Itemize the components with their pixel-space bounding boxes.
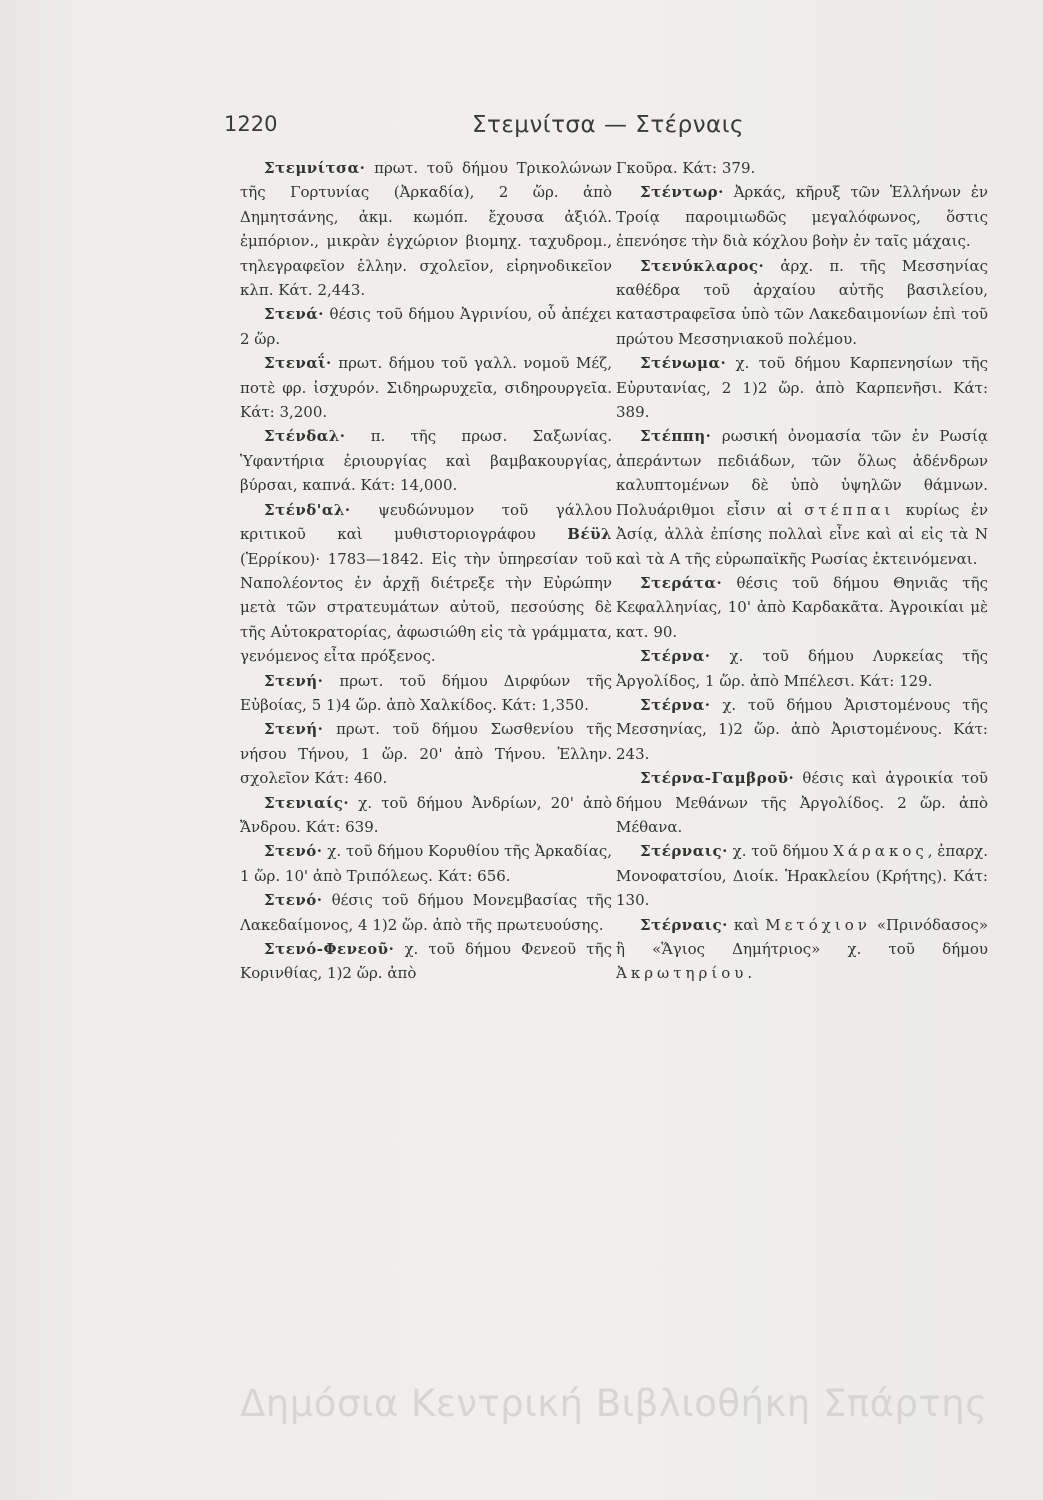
dictionary-entry [616,913,988,986]
entry-headword: Στέρνα-Γαμβροῦ· [640,769,795,788]
entry-text: ἀρχ. π. τῆς Μεσσηνίας καθέδρα τοῦ ἀρχαίου αὐτῆς βασιλείου, καταστραφεῖσα ὑπὸ τῶν Λακεδαιμονίων ἐπὶ τοῦ πρώτου Μεσσηνιακοῦ πολέμου. [616,256,988,348]
entry-text: θέσις τοῦ δήμου Ἀγρινίου, οὗ ἀπέχει 2 ὥρ. [240,305,612,348]
dictionary-entry [240,424,612,497]
entry-headword: Στέρναις· [640,915,728,934]
entry-headword: Στεναΐ· [264,354,332,373]
dictionary-entry [240,302,612,351]
entry-headword: Στέππη· [640,427,712,446]
entry-text: χ. τοῦ δήμου Λυρκείας τῆς Ἀργολίδος, 1 ὥρ. ἀπὸ Μπέλεσι. Κάτ: 129. [616,647,988,690]
dictionary-entry [616,693,988,766]
entry-headword: Στενά· [264,305,324,324]
entry-text: πρωτ. δήμου τοῦ γαλλ. νομοῦ Μέζ, ποτὲ φρ. ἰσχυρόν. Σιδηρωρυχεῖα, σιδηρουργεῖα. Κάτ: 3,200. [240,354,612,422]
dictionary-entry [240,839,612,888]
entry-text: πρωτ. τοῦ δήμου Τρικολώνων τῆς Γορτυνίας (Ἀρκαδία), 2 ὥρ. ἀπὸ Δημητσάνης, ἀκμ. κωμόπ. ἔχουσα ἀξιόλ. ἐμπόριον., μικρὰν ἐγχώριον βιομηχ. ταχυδρομ., τηλεγραφεῖον ἑλλην. σχολεῖον, εἰρηνοδικεῖον κλπ. Κάτ. 2,443. [240,159,612,300]
dictionary-entry [616,644,988,693]
entry-headword: Στεμνίτσα· [264,159,366,177]
entry-text: καὶ [727,915,760,934]
page-header [224,112,784,152]
entry-text: χ. τοῦ δήμου Φενεοῦ τῆς Κορινθίας, 1)2 ὥρ. ἀπὸ [240,940,612,983]
entry-headword: Στενή· [264,720,324,739]
dictionary-entry [240,717,612,790]
entry-text: χ. τοῦ δήμου Ἀριστομένους τῆς Μεσσηνίας, 1)2 ὥρ. ἀπὸ Ἀριστομένους. Κάτ: 243. [616,695,988,763]
dictionary-entry [240,498,612,669]
entry-text: Ἀρκάς, κῆρυξ τῶν Ἑλλήνων ἐν Τροίᾳ παροιμιωδῶς μεγαλόφωνος, ὅστις ἐπενόησε τὴν διὰ κόχλου βοὴν ἐν ταῖς μάχαις. [616,183,988,251]
entry-text: θέσις καὶ ἀγροικία τοῦ δήμου Μεθάνων τῆς Ἀργολίδος. 2 ὥρ. ἀπὸ Μέθανα. [616,769,988,836]
entry-headword: Στέρνα· [640,647,711,666]
entry-text: π. τῆς πρωσ. Σαξωνίας. Ὑφαντήρια ἐριουργίας καὶ βαμβακουργίας, βύρσαι, καπνά. Κάτ: 14,000. [240,427,612,495]
entry-headword: Στέρναις· [640,842,728,861]
dictionary-entry [240,791,612,840]
dictionary-entry [616,571,988,644]
entry-headword: Στενό-Φενεοῦ· [264,940,395,958]
dictionary-entry [240,351,612,424]
entry-spaced-word: Ἀκρωτηρίου [616,964,748,983]
dictionary-entry [616,839,988,912]
dictionary-entry [616,766,988,839]
entry-headword: Στένωμα· [640,354,727,373]
entry-text: πρωτ. τοῦ δήμου Διρφύων τῆς Εὐβοίας, 5 1)4 ὥρ. ἀπὸ Χαλκίδος. Κάτ: 1,350. [240,671,612,714]
entry-text: χ. τοῦ δήμου Ἀνδρίων, 20' ἀπὸ Ἄνδρου. Κάτ: 639. [240,793,612,836]
dictionary-entry [616,424,988,570]
entry-text: ρωσική ὀνομασία τῶν ἐν Ρωσίᾳ ἀπεράντων πεδιάδων, τῶν ὅλως ἀδένδρων καλυπτομένων δὲ ὑπὸ ὑψηλῶν θάμνων. Πολυάριθμοι εἶσιν αἱ [616,427,988,519]
page-number: 1220 [224,112,278,136]
dictionary-entry [240,669,612,718]
entry-text-rest: . [747,964,753,983]
entry-text-rest: «Πρινόδασος» ἢ «Ἅγιος Δημήτριος» χ. τοῦ δήμου [616,915,988,958]
entry-spaced-word: Χάρακος [833,842,928,861]
entry-headword: Στενό· [264,891,323,910]
entry-text-rest: κυρίως ἐν Ἀσίᾳ, ἀλλὰ ἐπίσης πολλαὶ εἶνε καὶ αἱ εἰς τὰ Ν καὶ τὰ Α τῆς εὐρωπαϊκῆς Ρωσίας ἐκτεινόμεναι. [616,500,988,568]
dictionary-entry [240,888,612,937]
library-watermark: Δημόσια Κεντρική Βιβλιοθήκη Σπάρτης [240,1382,988,1425]
entry-text-rest: (Ἑρρίκου)· 1783—1842. Εἰς τὴν ὑπηρεσίαν τοῦ Ναπολέοντος ἐν ἀρχῇ διέτρεξε τὴν Εὐρώπην μετὰ τῶν στρατευμάτων αὐτοῦ, πεσούσης δὲ τῆς Αὐτοκρατορίας, ἀφωσιώθη εἰς τὰ γράμματα, γενόμενος εἶτα πρόξενος. [240,549,612,666]
entry-headword: Στέρνα· [640,695,711,714]
entry-text: ψευδώνυμον τοῦ γάλλου κριτικοῦ καὶ μυθιστοριογράφου [240,500,612,544]
entry-text-rest: , ἐπαρχ. Μονοφατσίου, Διοίκ. Ἡρακλείου (Κρήτης). Κάτ: 130. [616,842,989,910]
entry-text: χ. τοῦ δήμου Κορυθίου τῆς Ἀρκαδίας, 1 ὥρ. 10' ἀπὸ Τριπόλεως. Κάτ: 656. [240,842,612,885]
running-title: Στεμνίτσα — Στέρναις [472,112,744,138]
entry-headword: Στένδ'αλ· [264,500,351,519]
entry-text: πρωτ. τοῦ δήμου Σωσθενίου τῆς νήσου Τήνου, 1 ὥρ. 20' ἀπὸ Τήνου. Ἑλλην. σχολεῖον Κάτ: 460. [240,720,612,788]
entry-text: χ. τοῦ δήμου [727,842,829,861]
left-column [240,156,612,986]
dictionary-entry [616,180,988,253]
dictionary-entry [616,254,988,352]
entry-headword: Στενό· [264,842,323,861]
dictionary-entry [240,937,612,986]
right-column [616,156,988,986]
entry-text: θέσις τοῦ δήμου Μονεμβασίας τῆς Λακεδαίμονος, 4 1)2 ὥρ. ἀπὸ τῆς πρωτευούσης. [240,891,612,934]
entry-continuation: Γκοῦρα. Κάτ: 379. [616,159,756,177]
entry-headword: Στενή· [264,671,324,690]
entry-spaced-word: στέππαι [804,500,895,519]
dictionary-entry [616,351,988,424]
entry-headword: Στενιαίς· [264,793,350,812]
entry-headword: Στένδαλ· [264,427,346,446]
entry-bold-name: Βέϋλ [567,525,612,544]
entry-text: θέσις τοῦ δήμου Θηνιᾶς τῆς Κεφαλληνίας, 10' ἀπὸ Καρδακᾶτα. Ἀγροικίαι μὲ κατ. 90. [616,573,988,641]
entry-text: χ. τοῦ δήμου Καρπενησίων τῆς Εὐρυτανίας, 2 1)2 ὥρ. ἀπὸ Καρπενῆσι. Κάτ: 389. [616,354,988,422]
entry-headword: Στέντωρ· [640,183,724,202]
entry-spaced-word: Μετόχιον [765,915,871,934]
entry-headword: Στεράτα· [640,573,723,592]
dictionary-entry [240,156,612,302]
entry-headword: Στενύκλαρος· [640,256,765,275]
